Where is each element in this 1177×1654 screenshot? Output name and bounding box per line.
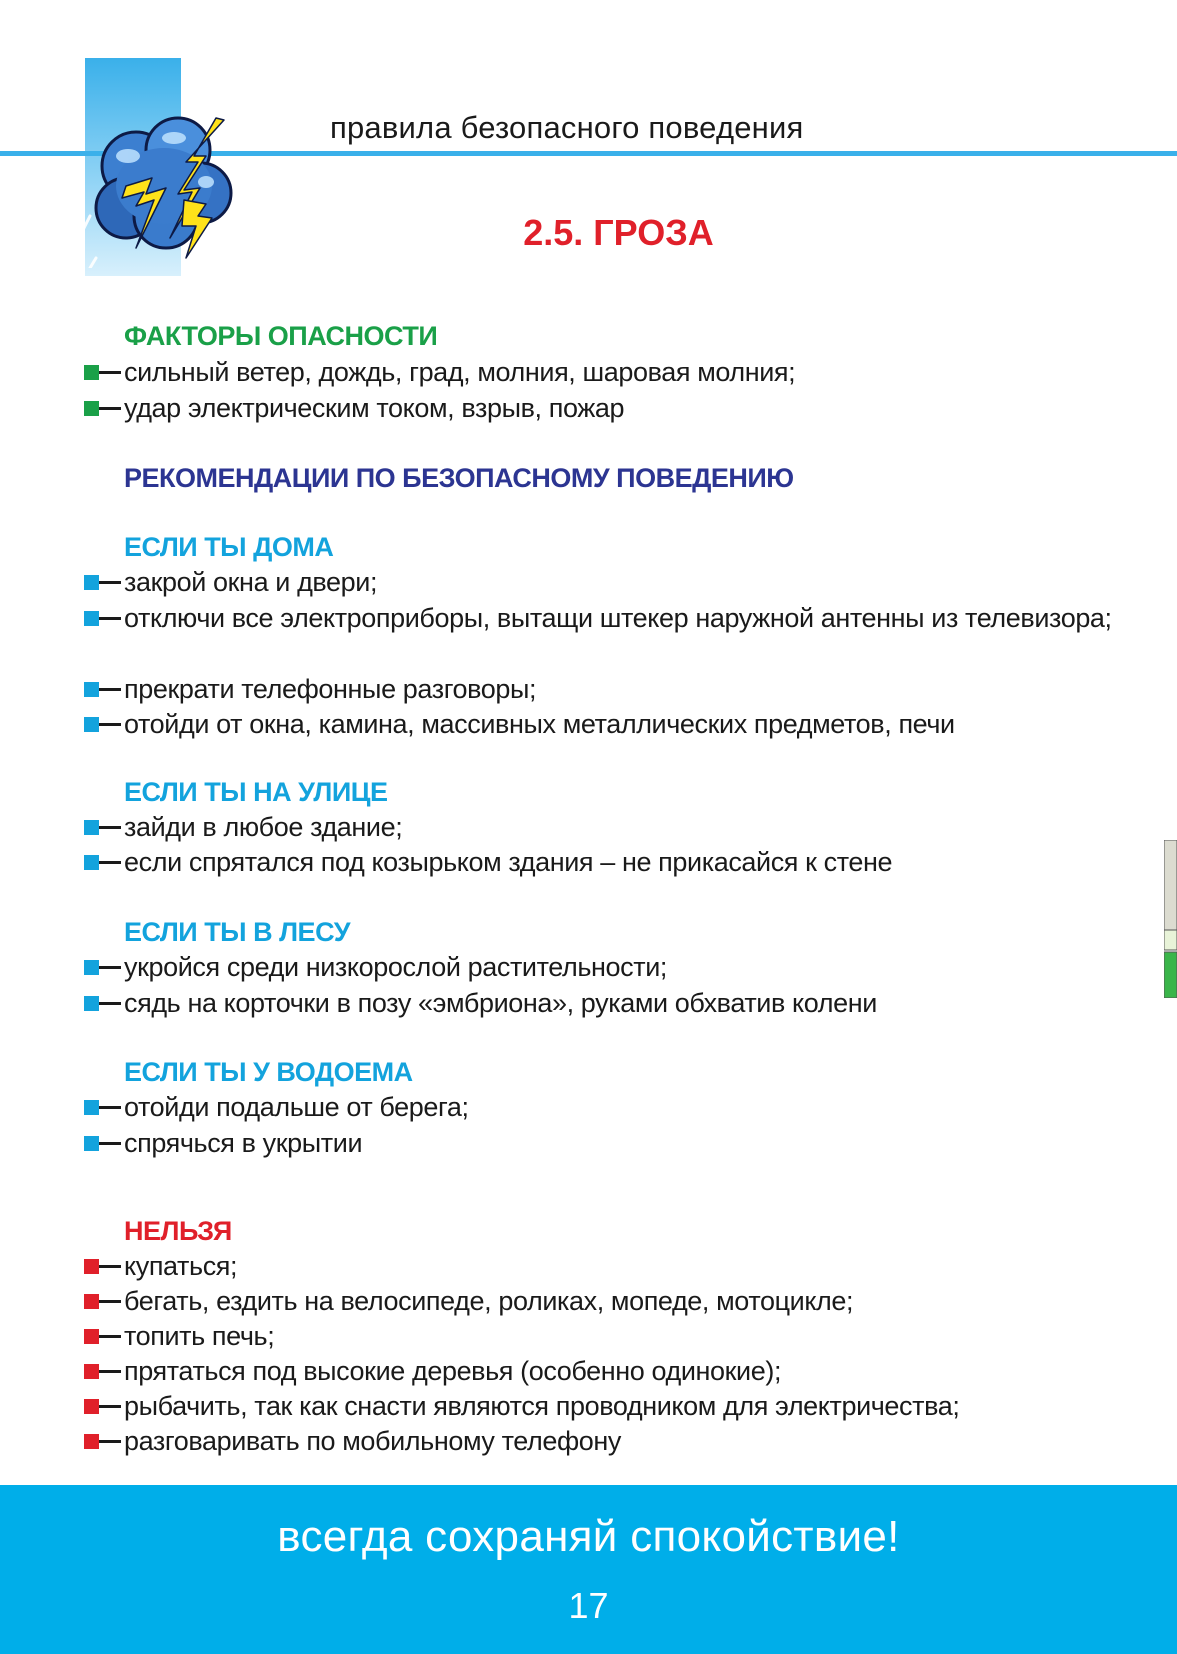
page-number: 17 [568,1585,609,1626]
heading-near-water: ЕСЛИ ТЫ У ВОДОЕМА [124,1057,413,1087]
list-item: сядь на корточки в позу «эмбриона», руками обхватив колени [84,986,1144,1021]
list-item: если спрятался под козырьком здания – не прикасайся к стене [84,845,1144,880]
bullet-icon [84,820,99,835]
bullet-icon [84,575,99,590]
bullet-icon [84,1364,99,1379]
list-item: закрой окна и двери; [84,565,1144,600]
bullet-icon [84,717,99,732]
bullet-icon [84,1259,99,1274]
bullet-icon [84,682,99,697]
heading-forbidden: НЕЛЬЗЯ [124,1216,232,1246]
bullet-icon [84,365,99,380]
list-item: отключи все электроприборы, вытащи штекер наружной антенны из телевизора; [84,601,1144,636]
list-item: спрячься в укрытии [84,1126,1144,1161]
bullet-icon [84,401,99,416]
heading-danger-factors: ФАКТОРЫ ОПАСНОСТИ [124,321,438,351]
bullet-icon [84,1136,99,1151]
list-item: топить печь; [84,1319,1144,1354]
page-edge-tab [1164,840,1177,998]
bullet-icon [84,1399,99,1414]
bullet-icon [84,611,99,626]
heading-recommendations: РЕКОМЕНДАЦИИ ПО БЕЗОПАСНОМУ ПОВЕДЕНИЮ [124,463,794,493]
list-item: отойди подальше от берега; [84,1090,1144,1125]
bullet-icon [84,960,99,975]
page-title: 2.5. ГРОЗА [523,212,714,253]
heading-at-home: ЕСЛИ ТЫ ДОМА [124,532,334,562]
footer-motto: всегда сохраняй спокойствие! [277,1512,900,1561]
heading-outdoors: ЕСЛИ ТЫ НА УЛИЦЕ [124,777,388,807]
bullet-icon [84,855,99,870]
list-item: сильный ветер, дождь, град, молния, шаровая молния; [84,355,1144,390]
section-kicker: правила безопасного поведения [330,110,804,145]
list-item: удар электрическим током, взрыв, пожар [84,391,1144,426]
list-item: разговаривать по мобильному телефону [84,1424,1144,1459]
bullet-icon [84,1100,99,1115]
bullet-icon [84,1294,99,1309]
footer-band [0,1485,1177,1654]
list-item: зайди в любое здание; [84,810,1144,845]
list-item: купаться; [84,1249,1144,1284]
list-item: укройся среди низкорослой растительности; [84,950,1144,985]
list-item: отойди от окна, камина, массивных металлических предметов, печи [84,707,1144,742]
bullet-icon [84,996,99,1011]
bullet-icon [84,1329,99,1344]
heading-forest: ЕСЛИ ТЫ В ЛЕСУ [124,917,351,947]
list-item: бегать, ездить на велосипеде, роликах, мопеде, мотоцикле; [84,1284,1144,1319]
bullet-icon [84,1434,99,1449]
list-item: прекрати телефонные разговоры; [84,672,1144,707]
list-item: рыбачить, так как снасти являются проводником для электричества; [84,1389,1144,1424]
list-item: прятаться под высокие деревья (особенно одинокие); [84,1354,1144,1389]
